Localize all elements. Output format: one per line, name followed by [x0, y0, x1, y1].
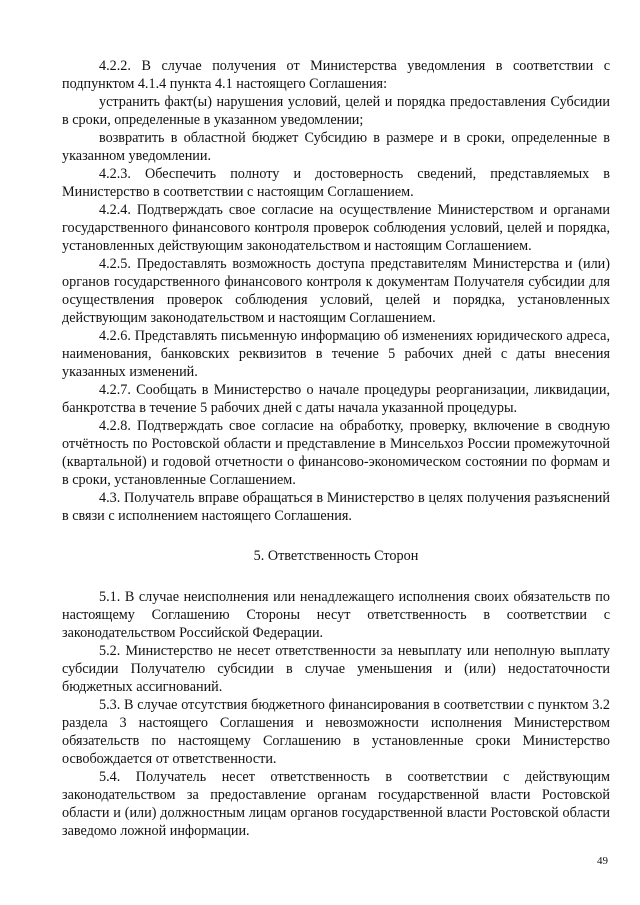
paragraph-4-2-4: 4.2.4. Подтверждать свое согласие на осуществление Министерством и органами государственного финансового контроля проверок соблюдения условий, целей и порядка, установленных действующим законодательством и настоящим Соглашением. — [62, 202, 610, 254]
paragraph-4-2-5: 4.2.5. Предоставлять возможность доступа представителям Министерства и (или) органов государственного финансового контроля к документам Получателя субсидии для осуществления проверок соблюдения условий, целей и порядка, установленных действующим законодательством и настоящим Соглашением. — [62, 256, 610, 326]
paragraph-5-1: 5.1. В случае неисполнения или ненадлежащего исполнения своих обязательств по настоящему Соглашению Стороны несут ответственность в соответствии с законодательством Российской Федерации. — [62, 589, 610, 641]
paragraph-return-subsidy: возвратить в областной бюджет Субсидию в размере и в сроки, определенные в указанном уведомлении. — [62, 130, 610, 164]
paragraph-5-3: 5.3. В случае отсутствия бюджетного финансирования в соответствии с пунктом 3.2 раздела 3 настоящего Соглашения и невозможности исполнения Министерством обязательств по настоящему Соглашению в установленные сроки Министерство освобождается от ответственности. — [62, 697, 610, 767]
paragraph-4-2-8: 4.2.8. Подтверждать свое согласие на обработку, проверку, включение в сводную отчётность по Ростовской области и представление в Минсельхоз России промежуточной (квартальной) и годовой отчетности о финансово-экономическом состоянии по формам и в сроки, установленные Соглашением. — [62, 418, 610, 488]
section-heading: 5. Ответственность Сторон — [253, 548, 419, 564]
document-body — [62, 57, 610, 840]
paragraph-5-2: 5.2. Министерство не несет ответственности за невыплату или неполную выплату субсидии Получателю субсидии в случае уменьшения и (или) недостаточности бюджетных ассигнований. — [62, 643, 610, 695]
paragraph-5-4: 5.4. Получатель несет ответственность в соответствии с действующим законодательством за предоставление органам государственной власти Ростовской области и (или) должностным лицам органов государственной власти Ростовской области заведомо ложной информации. — [62, 769, 610, 839]
paragraph-4-3: 4.3. Получатель вправе обращаться в Министерство в целях получения разъяснений в связи с исполнением настоящего Соглашения. — [62, 490, 610, 524]
paragraph-eliminate-violation: устранить факт(ы) нарушения условий, целей и порядка предоставления Субсидии в сроки, определенные в указанном уведомлении; — [62, 94, 610, 128]
paragraph-4-2-6: 4.2.6. Представлять письменную информацию об изменениях юридического адреса, наименования, банковских реквизитов в течение 5 рабочих дней с даты внесения указанных изменений. — [62, 328, 610, 380]
paragraph-4-2-2: 4.2.2. В случае получения от Министерства уведомления в соответствии с подпунктом 4.1.4 пункта 4.1 настоящего Соглашения: — [62, 58, 610, 92]
paragraph-4-2-7: 4.2.7. Сообщать в Министерство о начале процедуры реорганизации, ликвидации, банкротства в течение 5 рабочих дней с даты начала указанной процедуры. — [62, 382, 610, 416]
paragraph-4-2-3: 4.2.3. Обеспечить полноту и достоверность сведений, представляемых в Министерство в соответствии с настоящим Соглашением. — [62, 166, 610, 200]
page-number: 49 — [597, 855, 608, 867]
